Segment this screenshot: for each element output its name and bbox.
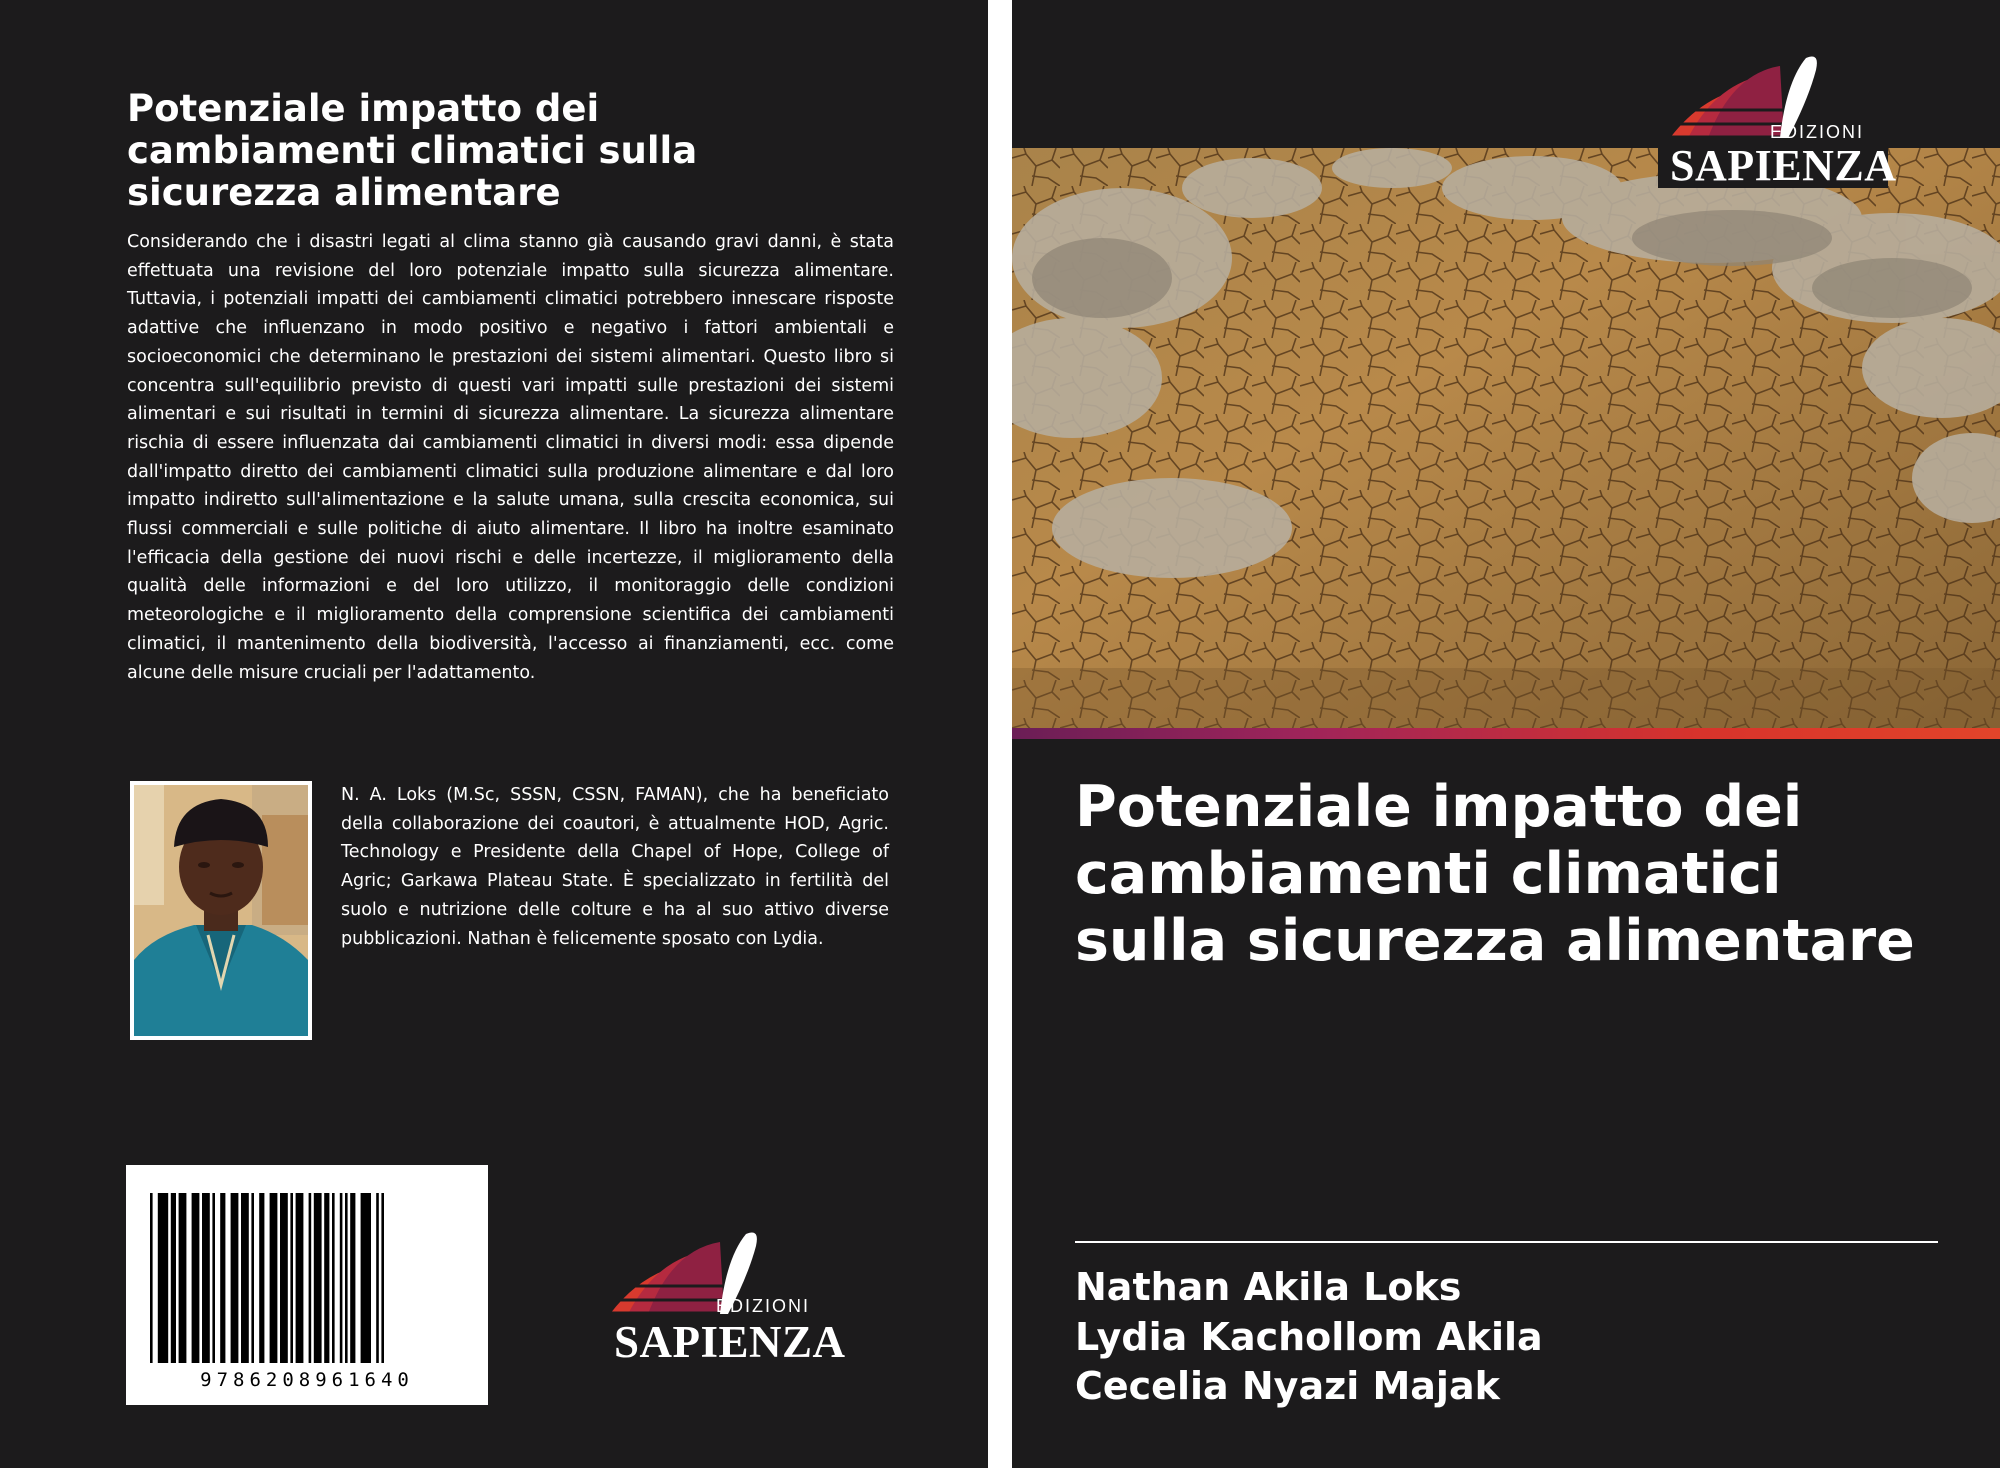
barcode-bar (212, 1193, 215, 1363)
barcode-bar (350, 1193, 355, 1363)
barcode-bar (376, 1193, 379, 1363)
barcode-bar (345, 1193, 348, 1363)
barcode-bar (270, 1193, 278, 1363)
barcode-bar (296, 1193, 304, 1363)
barcode-bar (259, 1193, 264, 1363)
isbn-number: 9786208961640 (200, 1369, 414, 1391)
barcode-bar (202, 1193, 210, 1363)
author-name: Lydia Kachollom Akila (1075, 1314, 1543, 1359)
publisher-name: SAPIENZA (1670, 141, 1897, 190)
back-cover-blurb: Considerando che i disastri legati al clima stanno già causando gravi danni, è stata effettuata una revisione del loro potenziale impatto sulla sicurezza alimentare. Tuttavia, i potenziali impatti dei cambiamenti climatici potrebbero innescare risposte adattive che influenzano in modo positivo e negativo i fattori ambientali e socioeconomici che determinano le prestazioni dei sistemi alimentari. Questo libro si concentra sull'equilibrio previsto di questi vari impatti sulle prestazioni dei sistemi alimentari e sui risultati in termini di sicurezza alimentare. La sicurezza alimentare rischia di essere influenzata dai cambiamenti climatici in diversi modi: essa dipende dall'impatto diretto dei cambiamenti climatici sulla produzione alimentare e dal loro impatto indiretto sull'alimentazione e la salute umana, sulla crescita economica, sui flussi commerciali e sulle politiche di aiuto alimentare. Il libro ha inoltre esaminato l'efficacia della gestione dei nuovi rischi e delle incertezze, il miglioramento della qualità delle informazioni e del loro utilizzo, il monitoraggio delle condizioni meteorologiche e il miglioramento della comprensione scientifica dei cambiamenti climatici, il mantenimento della biodiversità, l'accesso ai finanziamenti, ecc. come alcune delle misure cruciali per l'adattamento. (127, 232, 894, 683)
barcode-bar (290, 1193, 293, 1363)
accent-gradient-bar (1012, 728, 2000, 739)
barcode-bar (241, 1193, 249, 1363)
front-cover (1012, 0, 2000, 1468)
publisher-logo-front (1658, 56, 1897, 190)
barcode-bar (381, 1193, 384, 1363)
barcode-bar (314, 1193, 322, 1363)
barcode-bar (324, 1193, 329, 1363)
author-bio: N. A. Loks (M.Sc, SSSN, CSSN, FAMAN), che ha beneficiato della collaborazione dei coautori, è attualmente HOD, Agric. Technology e Presidente della Chapel of Hope, College of Agric; Garkawa Plateau State. È specializzato in fertilità del suolo e nutrizione delle colture e ha al suo attivo diverse pubblicazioni. Nathan è felicemente sposato con Lydia. (341, 785, 889, 949)
barcode-bar (280, 1193, 288, 1363)
publisher-logo-back (604, 1222, 846, 1367)
author-list (1075, 1263, 1543, 1412)
barcode-bar (340, 1193, 343, 1363)
barcode-bar (361, 1193, 371, 1363)
divider (1075, 1241, 1938, 1243)
back-cover-title: Potenziale impatto dei cambiamenti climatici sulla sicurezza alimentare (127, 87, 698, 214)
publisher-imprint: EDIZIONI (1770, 122, 1865, 142)
back-cover (0, 0, 988, 1468)
publisher-imprint: EDIZIONI (716, 1296, 811, 1316)
front-cover-title: Potenziale impatto dei cambiamenti climatici sulla sicurezza alimentare (1075, 774, 1915, 974)
author-name: Cecelia Nyazi Majak (1075, 1364, 1500, 1408)
barcode-bar (150, 1193, 153, 1363)
publisher-name: SAPIENZA (614, 1317, 846, 1367)
barcode-bar (332, 1193, 335, 1363)
author-photo (130, 781, 312, 1040)
barcode-bar (171, 1193, 176, 1363)
isbn-barcode (126, 1165, 488, 1405)
barcode-bar (192, 1193, 200, 1363)
barcode-bar (179, 1193, 187, 1363)
barcode-bar (158, 1193, 168, 1363)
barcode-bar (231, 1193, 239, 1363)
dry-cracked-soil-photo (1012, 148, 2000, 728)
barcode-bar (251, 1193, 254, 1363)
barcode-bar (309, 1193, 312, 1363)
barcode-bar (220, 1193, 225, 1363)
author-name: Nathan Akila Loks (1075, 1265, 1462, 1309)
